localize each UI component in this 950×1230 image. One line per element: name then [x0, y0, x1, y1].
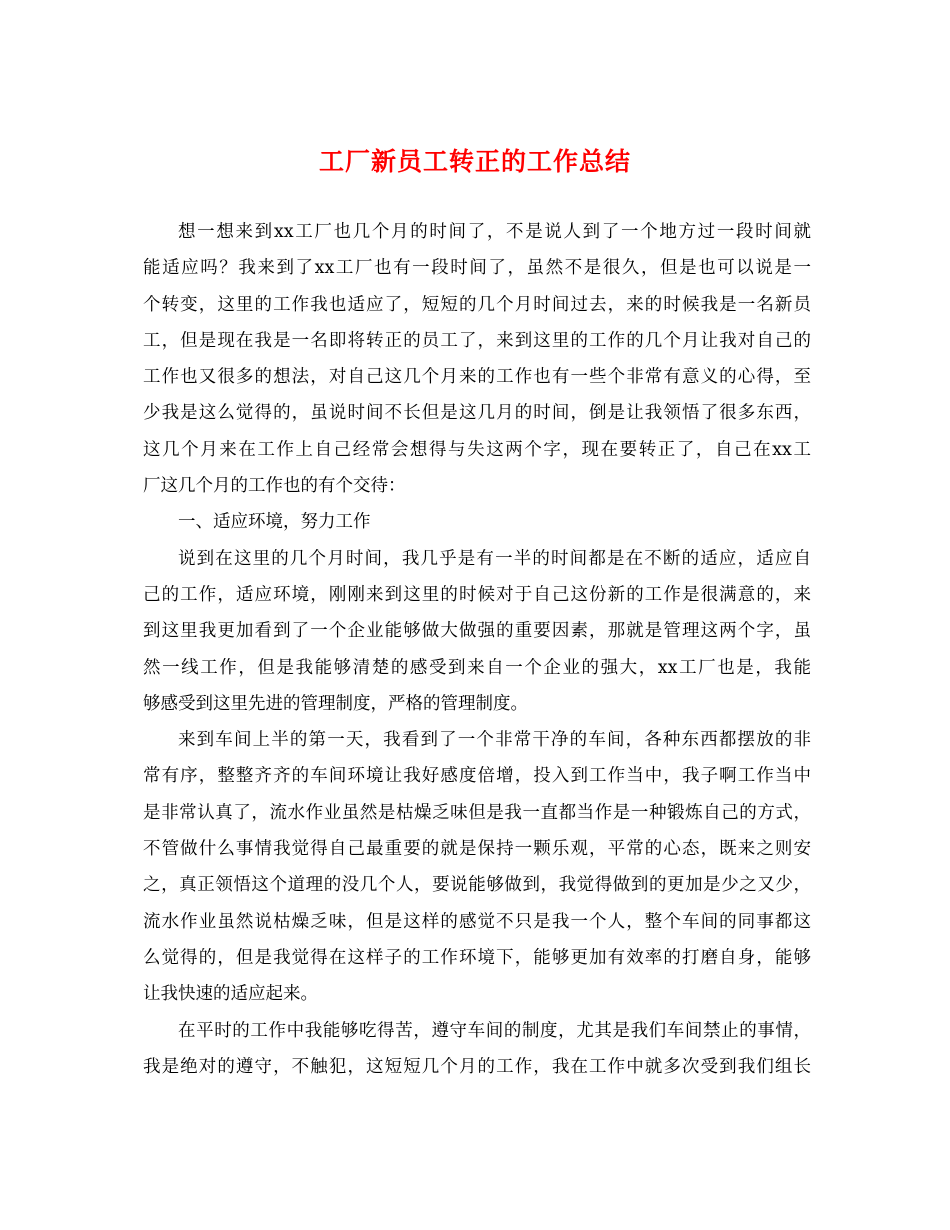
paragraph-line: 少我是这么觉得的，虽说时间不长但是这几月的时间，倒是让我领悟了很多东西， [143, 403, 811, 424]
paragraph-line: 常有序，整整齐齐的车间环境让我好感度倍增，投入到工作当中，我子啊工作当中 [143, 766, 811, 787]
paragraph-line: 己的工作，适应环境，刚刚来到这里的时候对于自己这份新的工作是很满意的，来 [143, 584, 811, 605]
paragraph-line: 够感受到这里先进的管理制度，严格的管理制度。 [143, 693, 528, 714]
paragraph-line: 不管做什么事情我觉得自己最重要的就是保持一颗乐观，平常的心态，既来之则安 [143, 839, 811, 860]
paragraph-line: 工作也又很多的想法，对自己这几个月来的工作也有一些个非常有意义的心得，至 [143, 367, 811, 388]
paragraph-line: 来到车间上半的第一天，我看到了一个非常干净的车间，各种东西都摆放的非 [178, 730, 811, 751]
paragraph-line: 厂这几个月的工作也的有个交待： [143, 476, 406, 497]
document-title: 工厂新员工转正的工作总结 [318, 147, 631, 176]
paragraph-line: 个转变，这里的工作我也适应了，短短的几个月时间过去，来的时候我是一名新员 [143, 294, 811, 315]
paragraph-line: 么觉得的，但是我觉得在这样子的工作环境下，能够更加有效率的打磨自身，能够 [143, 947, 811, 968]
paragraph-line: 我是绝对的遵守，不触犯，这短短几个月的工作，我在工作中就多次受到我们组长 [143, 1056, 811, 1077]
paragraph-line: 让我快速的适应起来。 [143, 984, 318, 1005]
paragraph-line: 在平时的工作中我能够吃得苦，遵守车间的制度，尤其是我们车间禁止的事情， [178, 1020, 811, 1041]
paragraph-line: 然一线工作，但是我能够清楚的感受到来自一个企业的强大，xx工厂也是，我能 [143, 657, 811, 678]
paragraph-line: 到这里我更加看到了一个企业能够做大做强的重要因素，那就是管理这两个字，虽 [143, 621, 811, 642]
paragraph-line: 工，但是现在我是一名即将转正的员工了，来到这里的工作的几个月让我对自己的 [143, 330, 811, 351]
paragraph-line: 能适应吗？我来到了xx工厂也有一段时间了，虽然不是很久，但是也可以说是一 [143, 258, 811, 279]
paragraph-line: 说到在这里的几个月时间，我几乎是有一半的时间都是在不断的适应，适应自 [178, 548, 811, 569]
section-heading: 一、适应环境，努力工作 [178, 512, 371, 533]
paragraph-line: 流水作业虽然说枯燥乏味，但是这样的感觉不只是我一个人，整个车间的同事都这 [143, 911, 811, 932]
paragraph-line: 之，真正领悟这个道理的没几个人，要说能够做到，我觉得做到的更加是少之又少， [143, 875, 811, 896]
paragraph-line: 这几个月来在工作上自己经常会想得与失这两个字，现在要转正了，自己在xx工 [143, 439, 811, 460]
paragraph-line: 想一想来到xx工厂也几个月的时间了，不是说人到了一个地方过一段时间就 [178, 222, 811, 242]
paragraph-line: 是非常认真了，流水作业虽然是枯燥乏味但是我一直都当作是一种锻炼自己的方式， [143, 802, 811, 823]
document-body [143, 214, 811, 1085]
